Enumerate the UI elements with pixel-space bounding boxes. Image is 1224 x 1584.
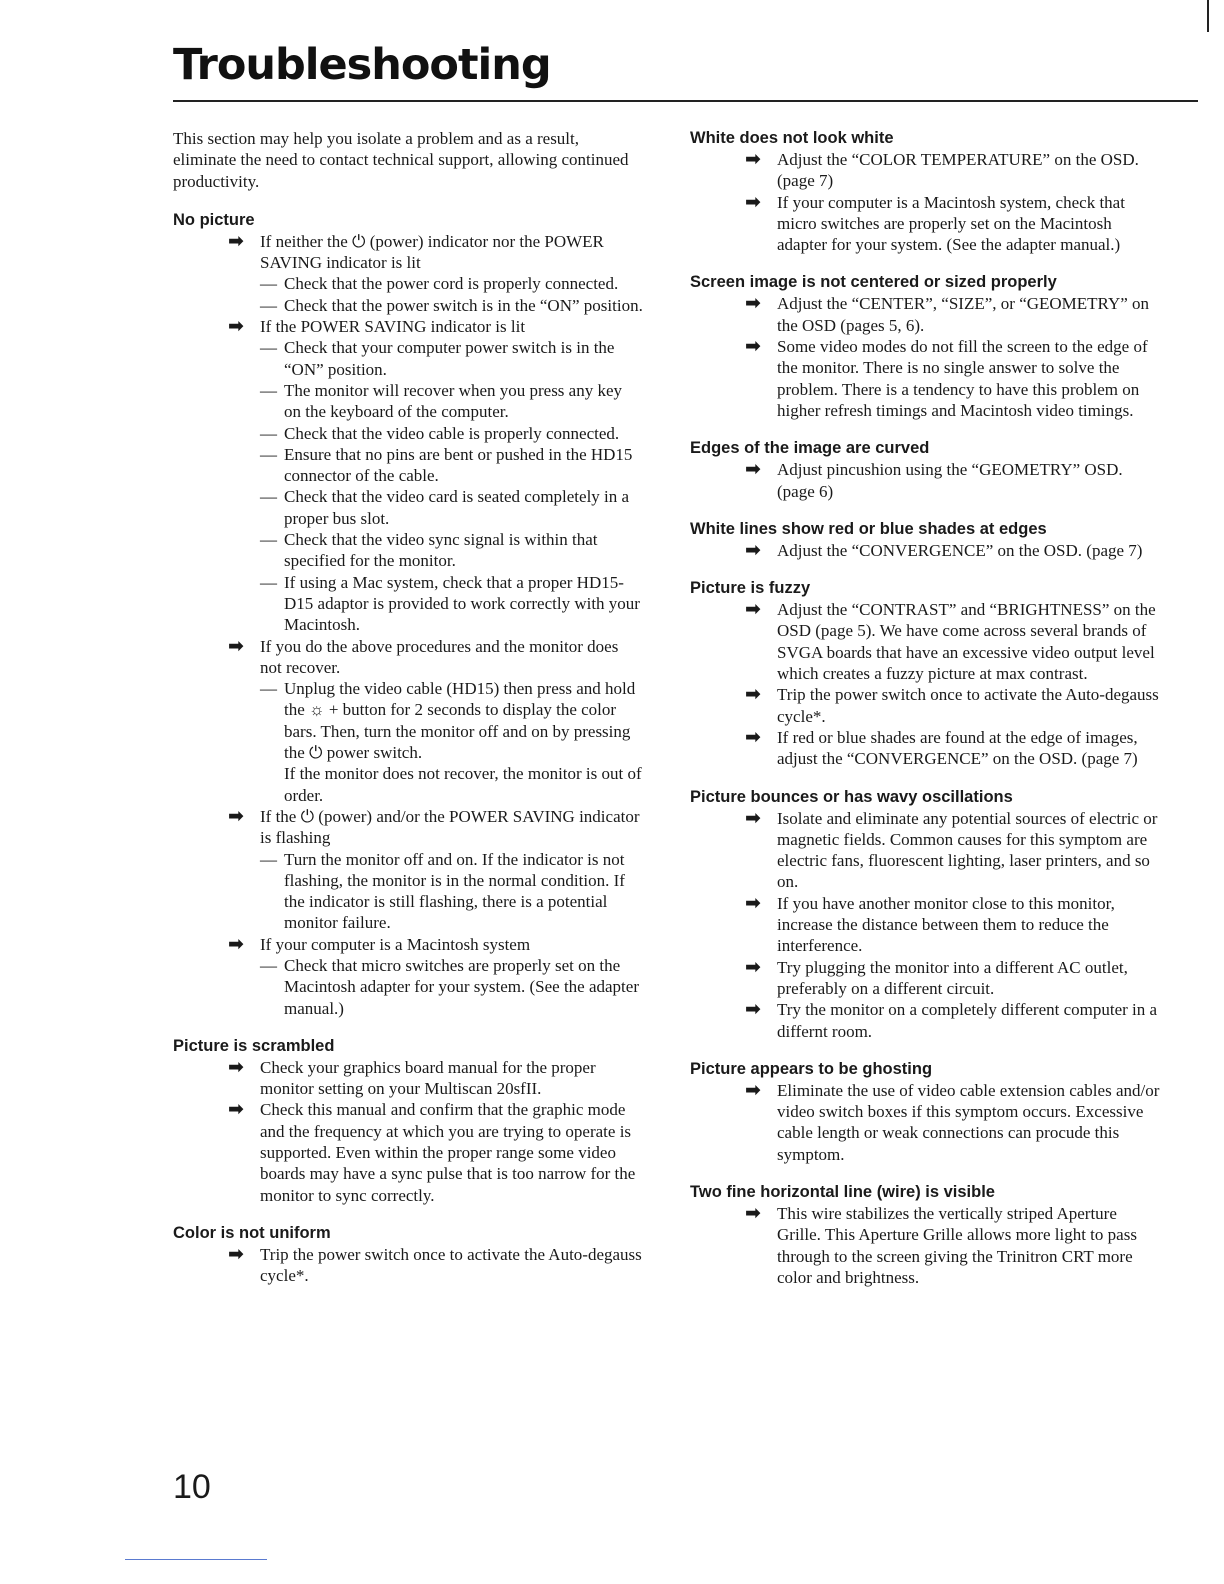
troubleshooting-item xyxy=(690,957,1160,1000)
sub-item-text: Check that the video cable is properly connected. xyxy=(284,423,620,443)
troubleshooting-item xyxy=(690,459,1160,502)
section-heading: Picture is scrambled xyxy=(173,1036,335,1055)
item-text: If the POWER SAVING indicator is lit xyxy=(260,317,526,337)
dash-icon: — xyxy=(260,274,277,294)
troubleshooting-item xyxy=(690,599,1160,684)
troubleshooting-item xyxy=(173,1099,643,1205)
item-text: This wire stabilizes the vertically striped Aperture Grille. This Aperture Grille allows more light to pass through to the screen giving the Trinitron CRT more color and brightness. xyxy=(777,1203,1137,1287)
sub-item xyxy=(260,678,643,763)
troubleshooting-item xyxy=(173,1057,643,1100)
sub-item xyxy=(260,529,643,572)
troubleshooting-item xyxy=(173,934,643,1019)
sub-item-text: Unplug the video cable (HD15) then press and hold the ☼ + button for 2 seconds to display the color bars. Then, turn the monitor off and on by pressing the ⏻ power switch. xyxy=(284,679,636,763)
item-text: Adjust the “CONVERGENCE” on the OSD. (page 7) xyxy=(777,540,1143,560)
section-heading: Two fine horizontal line (wire) is visible xyxy=(690,1182,995,1201)
item-text: If neither the ⏻ (power) indicator nor the POWER SAVING indicator is lit xyxy=(260,231,604,273)
left-sections xyxy=(173,210,643,1287)
troubleshooting-section xyxy=(690,1059,1160,1165)
dash-icon: — xyxy=(260,849,277,869)
section-heading: Picture appears to be ghosting xyxy=(690,1059,933,1078)
right-sections xyxy=(690,128,1160,1288)
arrow-icon: ➡ xyxy=(745,292,761,315)
arrow-icon: ➡ xyxy=(745,725,761,748)
arrow-icon: ➡ xyxy=(745,955,761,978)
arrow-icon: ➡ xyxy=(745,335,761,358)
troubleshooting-item xyxy=(690,540,1160,561)
item-text: Check your graphics board manual for the proper monitor setting on your Multiscan 20sfII. xyxy=(260,1057,596,1099)
section-heading: Picture bounces or has wavy oscillations xyxy=(690,787,1013,806)
dash-icon: — xyxy=(260,487,277,507)
troubleshooting-section xyxy=(173,210,643,1019)
title-rule xyxy=(173,100,1198,102)
sub-item-text: Check that the video sync signal is within that specified for the monitor. xyxy=(284,530,598,571)
sub-item xyxy=(260,295,643,316)
arrow-icon: ➡ xyxy=(228,1098,244,1121)
arrow-icon: ➡ xyxy=(745,190,761,213)
arrow-icon: ➡ xyxy=(228,634,244,657)
item-text: Try plugging the monitor into a different AC outlet, preferably on a different circuit. xyxy=(777,957,1128,998)
troubleshooting-item xyxy=(690,1203,1160,1288)
item-text: If you have another monitor close to this monitor, increase the distance between them to reduce the interference. xyxy=(777,893,1115,956)
arrow-icon: ➡ xyxy=(745,891,761,914)
sub-item xyxy=(260,273,643,294)
sub-item-text: Check that micro switches are properly set on the Macintosh adapter for your system. (See the adapter manual.) xyxy=(284,955,639,1018)
arrow-icon: ➡ xyxy=(745,598,761,621)
section-heading: Edges of the image are curved xyxy=(690,439,930,458)
arrow-icon: ➡ xyxy=(228,315,244,338)
dash-icon: — xyxy=(260,955,277,975)
left-column xyxy=(173,128,643,1304)
troubleshooting-item xyxy=(690,893,1160,957)
arrow-icon: ➡ xyxy=(745,538,761,561)
sub-item-text: The monitor will recover when you press any key on the keyboard of the computer. xyxy=(284,380,623,422)
dash-icon: — xyxy=(260,530,277,550)
bottom-line xyxy=(125,1559,267,1560)
item-text: If the ⏻ (power) and/or the POWER SAVING indicator is flashing xyxy=(260,806,640,848)
item-text: If your computer is a Macintosh system, check that micro switches are properly set on the Macintosh adapter for your system. (See the adapter manual.) xyxy=(777,192,1125,255)
section-heading: Picture is fuzzy xyxy=(690,579,811,598)
section-heading: White does not look white xyxy=(690,129,894,147)
arrow-icon: ➡ xyxy=(745,683,761,706)
arrow-icon: ➡ xyxy=(745,148,761,170)
sub-item xyxy=(260,423,643,444)
arrow-icon: ➡ xyxy=(745,1201,761,1224)
troubleshooting-item xyxy=(690,192,1160,256)
item-text: Check this manual and confirm that the graphic mode and the frequency at which you are trying to operate is supported. Even within the proper range some video boards may have a sync pulse that is too narrow for the monitor to sync correctly. xyxy=(260,1100,636,1205)
dash-icon: — xyxy=(260,444,277,464)
troubleshooting-item xyxy=(690,1080,1160,1165)
sub-item xyxy=(260,337,643,380)
sub-item-text: Turn the monitor off and on. If the indicator is not flashing, the monitor is in the normal condition. If the indicator is still flashing, there is a potential monitor failure. xyxy=(284,849,625,933)
troubleshooting-item xyxy=(173,231,643,316)
sub-item-text: Check that the video card is seated completely in a proper bus slot. xyxy=(284,487,630,528)
sub-item xyxy=(260,444,643,487)
arrow-icon: ➡ xyxy=(745,806,761,829)
page-title: Troubleshooting xyxy=(173,40,551,90)
dash-icon: — xyxy=(260,380,277,400)
troubleshooting-section xyxy=(690,1182,1160,1288)
troubleshooting-item xyxy=(690,727,1160,770)
item-text: If you do the above procedures and the monitor does not recover. xyxy=(260,636,619,677)
sub-item xyxy=(260,380,643,423)
arrow-icon: ➡ xyxy=(745,998,761,1021)
item-text: If red or blue shades are found at the edge of images, adjust the “CONVERGENCE” on the OSD. (page 7) xyxy=(777,727,1138,769)
troubleshooting-item xyxy=(690,808,1160,893)
arrow-icon: ➡ xyxy=(228,804,244,827)
section-heading: White lines show red or blue shades at edges xyxy=(690,519,1047,538)
section-heading: No picture xyxy=(173,210,255,229)
section-heading: Color is not uniform xyxy=(173,1223,331,1242)
dash-icon: — xyxy=(260,295,277,315)
troubleshooting-item xyxy=(690,999,1160,1042)
sub-item-text: Check that the power switch is in the “ON” position. xyxy=(284,295,643,315)
item-text: If your computer is a Macintosh system xyxy=(260,934,531,954)
item-text: Adjust the “CENTER”, “SIZE”, or “GEOMETRY” on the OSD (pages 5, 6). xyxy=(777,294,1150,335)
dash-icon: — xyxy=(260,679,277,699)
sub-item-text: Ensure that no pins are bent or pushed in the HD15 connector of the cable. xyxy=(284,444,633,486)
sub-item xyxy=(260,486,643,529)
item-text: Trip the power switch once to activate the Auto-degauss cycle*. xyxy=(260,1244,642,1286)
troubleshooting-item xyxy=(690,293,1160,336)
troubleshooting-section xyxy=(173,1036,643,1206)
section-heading: Screen image is not centered or sized properly xyxy=(690,273,1057,292)
troubleshooting-section xyxy=(690,438,1160,502)
troubleshooting-item xyxy=(173,316,643,635)
troubleshooting-item xyxy=(173,636,643,806)
sub-item xyxy=(260,572,643,636)
dash-icon: — xyxy=(260,423,277,443)
troubleshooting-section xyxy=(690,519,1160,561)
sub-item-text: If using a Mac system, check that a proper HD15-D15 adaptor is provided to work correctly with your Macintosh. xyxy=(284,572,640,635)
arrow-icon: ➡ xyxy=(228,932,244,955)
dash-icon: — xyxy=(260,338,277,358)
arrow-icon: ➡ xyxy=(228,1055,244,1078)
dash-icon: — xyxy=(260,572,277,592)
sub-item xyxy=(260,849,643,934)
troubleshooting-item xyxy=(690,684,1160,727)
page-number: 10 xyxy=(173,1468,211,1506)
page-edge-mark xyxy=(1207,0,1209,32)
troubleshooting-item xyxy=(690,149,1160,192)
item-text: Adjust the “COLOR TEMPERATURE” on the OSD. (page 7) xyxy=(777,150,1139,191)
item-text: Isolate and eliminate any potential sources of electric or magnetic fields. Common causes for this symptom are electric fans, fluorescent lighting, laser printers, and so on. xyxy=(777,808,1158,892)
arrow-icon: ➡ xyxy=(228,1242,244,1265)
right-column xyxy=(690,128,1160,1305)
troubleshooting-item xyxy=(173,806,643,934)
sub-item xyxy=(260,955,643,1019)
sub-item-text: Check that your computer power switch is in the “ON” position. xyxy=(284,338,615,379)
arrow-icon: ➡ xyxy=(228,229,244,252)
troubleshooting-section xyxy=(690,272,1160,421)
item-text: Adjust the “CONTRAST” and “BRIGHTNESS” on the OSD (page 5). We have come across several brands of SVGA boards that have an excessive video output level which creates a fuzzy picture at max contrast. xyxy=(777,600,1156,684)
troubleshooting-section xyxy=(690,128,1160,255)
intro-paragraph: This section may help you isolate a problem and as a result, eliminate the need to contact technical support, allowing continued productivity. xyxy=(173,129,629,191)
troubleshooting-section xyxy=(690,578,1160,769)
item-text: Trip the power switch once to activate the Auto-degauss cycle*. xyxy=(777,685,1159,726)
item-text: Eliminate the use of video cable extension cables and/or video switch boxes if this symptom occurs. Excessive cable length or weak connections can procude this symptom. xyxy=(777,1080,1160,1164)
sub-item-text: Check that the power cord is properly connected. xyxy=(284,274,619,294)
troubleshooting-section xyxy=(173,1223,643,1287)
troubleshooting-item xyxy=(173,1244,643,1287)
item-text: Adjust pincushion using the “GEOMETRY” OSD. (page 6) xyxy=(777,460,1123,501)
item-extra-text: If the monitor does not recover, the monitor is out of order. xyxy=(284,764,642,805)
troubleshooting-item xyxy=(690,336,1160,421)
item-text: Try the monitor on a completely different computer in a differnt room. xyxy=(777,1000,1158,1041)
troubleshooting-section xyxy=(690,787,1160,1042)
arrow-icon: ➡ xyxy=(745,1078,761,1101)
item-text: Some video modes do not fill the screen to the edge of the monitor. There is no single answer to solve the problem. There is a tendency to have this problem on higher refresh timings and Macintosh video timings. xyxy=(777,337,1148,420)
arrow-icon: ➡ xyxy=(745,458,761,481)
